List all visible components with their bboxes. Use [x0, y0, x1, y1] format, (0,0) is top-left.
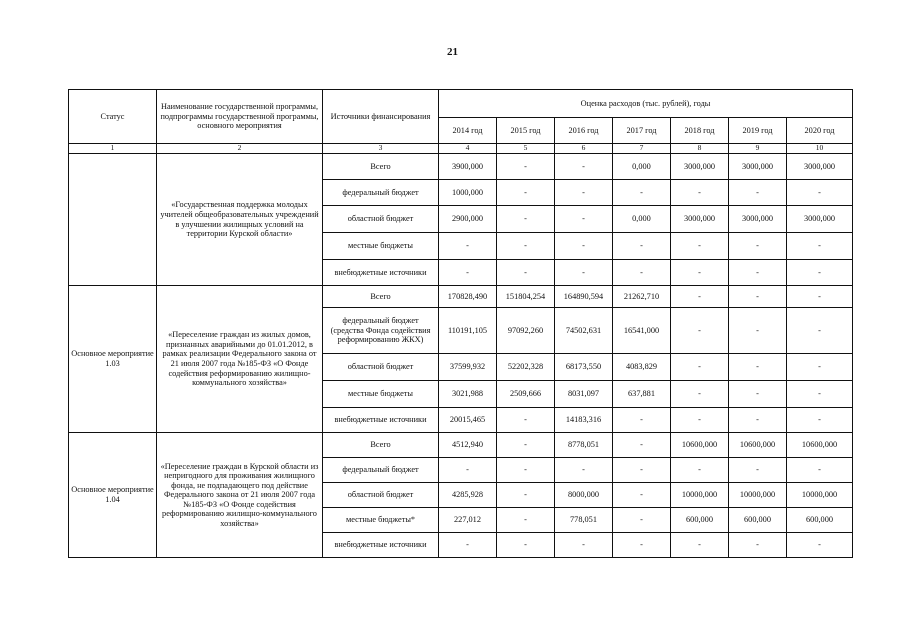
- header-year: 2020 год: [787, 118, 853, 144]
- value-cell: -: [671, 233, 729, 260]
- value-cell: -: [613, 483, 671, 508]
- funding-source-cell: внебюджетные источники: [323, 408, 439, 433]
- header-year: 2018 год: [671, 118, 729, 144]
- column-index: 8: [671, 144, 729, 154]
- value-cell: -: [613, 233, 671, 260]
- value-cell: -: [613, 508, 671, 533]
- value-cell: -: [671, 260, 729, 286]
- value-cell: -: [555, 180, 613, 206]
- column-index: 5: [497, 144, 555, 154]
- header-sources: Источники финансирования: [323, 90, 439, 144]
- value-cell: 600,000: [787, 508, 853, 533]
- column-index: 1: [69, 144, 157, 154]
- value-cell: 637,881: [613, 381, 671, 408]
- value-cell: 10600,000: [787, 433, 853, 458]
- funding-source-cell: федеральный бюджет: [323, 458, 439, 483]
- value-cell: 14183,316: [555, 408, 613, 433]
- value-cell: -: [671, 458, 729, 483]
- value-cell: 10000,000: [787, 483, 853, 508]
- column-index: 6: [555, 144, 613, 154]
- value-cell: -: [671, 308, 729, 354]
- value-cell: -: [497, 180, 555, 206]
- value-cell: -: [497, 483, 555, 508]
- funding-source-cell: областной бюджет: [323, 206, 439, 233]
- value-cell: -: [729, 308, 787, 354]
- value-cell: -: [729, 180, 787, 206]
- value-cell: -: [497, 508, 555, 533]
- funding-source-cell: внебюджетные источники: [323, 533, 439, 558]
- value-cell: -: [497, 233, 555, 260]
- funding-source-cell: местные бюджеты: [323, 233, 439, 260]
- table-row: [69, 433, 853, 458]
- value-cell: -: [787, 458, 853, 483]
- funding-source-cell: Всего: [323, 154, 439, 180]
- value-cell: 10000,000: [729, 483, 787, 508]
- value-cell: 21262,710: [613, 286, 671, 308]
- value-cell: -: [555, 206, 613, 233]
- value-cell: 3000,000: [787, 154, 853, 180]
- page-number: 21: [447, 46, 458, 58]
- value-cell: -: [729, 233, 787, 260]
- value-cell: -: [787, 354, 853, 381]
- value-cell: 8778,051: [555, 433, 613, 458]
- program-name-cell: «Переселение граждан из жилых домов, признанных аварийными до 01.01.2012, в рамках реализации Федерального закона от 21 июля 2007 года №185-ФЗ «О Фонде содействия реформированию жилищно-коммунального хозяйства»: [157, 286, 323, 433]
- budget-table: [68, 89, 853, 558]
- value-cell: -: [497, 154, 555, 180]
- value-cell: -: [671, 286, 729, 308]
- header-name: Наименование государственной программы, подпрограммы государственной программы, основного мероприятия: [157, 90, 323, 144]
- value-cell: -: [787, 260, 853, 286]
- value-cell: 4083,829: [613, 354, 671, 381]
- column-index: 4: [439, 144, 497, 154]
- value-cell: -: [613, 180, 671, 206]
- funding-source-cell: Всего: [323, 433, 439, 458]
- value-cell: 20015,465: [439, 408, 497, 433]
- value-cell: -: [787, 408, 853, 433]
- value-cell: 3000,000: [729, 206, 787, 233]
- value-cell: 74502,631: [555, 308, 613, 354]
- status-cell: [69, 154, 157, 286]
- header-year: 2015 год: [497, 118, 555, 144]
- value-cell: 110191,105: [439, 308, 497, 354]
- value-cell: 3000,000: [671, 206, 729, 233]
- value-cell: -: [555, 260, 613, 286]
- table-row: [69, 154, 853, 180]
- value-cell: -: [439, 233, 497, 260]
- value-cell: -: [439, 458, 497, 483]
- value-cell: -: [729, 354, 787, 381]
- value-cell: -: [497, 260, 555, 286]
- value-cell: 16541,000: [613, 308, 671, 354]
- value-cell: -: [787, 233, 853, 260]
- value-cell: -: [555, 233, 613, 260]
- program-name-cell: «Государственная поддержка молодых учителей общеобразовательных учреждений в улучшении жилищных условий на территории Курской области»: [157, 154, 323, 286]
- value-cell: 600,000: [671, 508, 729, 533]
- value-cell: 3021,988: [439, 381, 497, 408]
- value-cell: -: [729, 458, 787, 483]
- funding-source-cell: внебюджетные источники: [323, 260, 439, 286]
- value-cell: 3000,000: [671, 154, 729, 180]
- value-cell: -: [729, 286, 787, 308]
- table-row: [69, 286, 853, 308]
- funding-source-cell: Всего: [323, 286, 439, 308]
- status-cell: Основное мероприятие 1.04: [69, 433, 157, 558]
- value-cell: 2900,000: [439, 206, 497, 233]
- value-cell: -: [787, 286, 853, 308]
- value-cell: -: [439, 260, 497, 286]
- value-cell: 3900,000: [439, 154, 497, 180]
- value-cell: 227,012: [439, 508, 497, 533]
- value-cell: 68173,550: [555, 354, 613, 381]
- value-cell: 10000,000: [671, 483, 729, 508]
- value-cell: -: [729, 260, 787, 286]
- value-cell: -: [787, 180, 853, 206]
- header-estimate: Оценка расходов (тыс. рублей), годы: [439, 90, 853, 118]
- value-cell: -: [555, 458, 613, 483]
- value-cell: -: [439, 533, 497, 558]
- value-cell: 3000,000: [729, 154, 787, 180]
- value-cell: -: [671, 408, 729, 433]
- value-cell: 170828,490: [439, 286, 497, 308]
- value-cell: -: [729, 381, 787, 408]
- value-cell: 8000,000: [555, 483, 613, 508]
- value-cell: 10600,000: [671, 433, 729, 458]
- header-status: Статус: [69, 90, 157, 144]
- value-cell: -: [671, 354, 729, 381]
- value-cell: 778,051: [555, 508, 613, 533]
- value-cell: -: [497, 533, 555, 558]
- funding-source-cell: местные бюджеты: [323, 381, 439, 408]
- value-cell: -: [671, 533, 729, 558]
- program-name-cell: «Переселение граждан в Курской области из непригодного для проживания жилищного фонда, не подпадающего под действие Федерального закона от 21 июля 2007 года №185-ФЗ «О Фонде содействия реформированию жилищно-коммунального хозяйства»: [157, 433, 323, 558]
- column-index: 10: [787, 144, 853, 154]
- value-cell: 0,000: [613, 206, 671, 233]
- value-cell: -: [613, 408, 671, 433]
- value-cell: -: [613, 433, 671, 458]
- value-cell: -: [555, 533, 613, 558]
- value-cell: 0,000: [613, 154, 671, 180]
- funding-source-cell: федеральный бюджет (средства Фонда содействия реформированию ЖКХ): [323, 308, 439, 354]
- value-cell: 3000,000: [787, 206, 853, 233]
- value-cell: -: [671, 381, 729, 408]
- value-cell: 52202,328: [497, 354, 555, 381]
- column-index: 2: [157, 144, 323, 154]
- value-cell: 151804,254: [497, 286, 555, 308]
- value-cell: 8031,097: [555, 381, 613, 408]
- header-year: 2014 год: [439, 118, 497, 144]
- value-cell: 10600,000: [729, 433, 787, 458]
- value-cell: -: [729, 533, 787, 558]
- value-cell: 37599,932: [439, 354, 497, 381]
- value-cell: -: [497, 458, 555, 483]
- value-cell: -: [613, 260, 671, 286]
- value-cell: 164890,594: [555, 286, 613, 308]
- header-year: 2017 год: [613, 118, 671, 144]
- value-cell: -: [555, 154, 613, 180]
- column-index: 3: [323, 144, 439, 154]
- column-index: 9: [729, 144, 787, 154]
- value-cell: -: [497, 433, 555, 458]
- header-year: 2019 год: [729, 118, 787, 144]
- column-index: 7: [613, 144, 671, 154]
- value-cell: 2509,666: [497, 381, 555, 408]
- value-cell: -: [787, 381, 853, 408]
- value-cell: -: [613, 533, 671, 558]
- value-cell: -: [613, 458, 671, 483]
- funding-source-cell: областной бюджет: [323, 483, 439, 508]
- header-year: 2016 год: [555, 118, 613, 144]
- status-cell: Основное мероприятие 1.03: [69, 286, 157, 433]
- value-cell: 1000,000: [439, 180, 497, 206]
- value-cell: -: [497, 206, 555, 233]
- value-cell: 97092,260: [497, 308, 555, 354]
- funding-source-cell: федеральный бюджет: [323, 180, 439, 206]
- value-cell: -: [787, 533, 853, 558]
- funding-source-cell: местные бюджеты*: [323, 508, 439, 533]
- value-cell: -: [497, 408, 555, 433]
- value-cell: 4285,928: [439, 483, 497, 508]
- funding-source-cell: областной бюджет: [323, 354, 439, 381]
- value-cell: 600,000: [729, 508, 787, 533]
- value-cell: -: [671, 180, 729, 206]
- value-cell: -: [729, 408, 787, 433]
- value-cell: 4512,940: [439, 433, 497, 458]
- value-cell: -: [787, 308, 853, 354]
